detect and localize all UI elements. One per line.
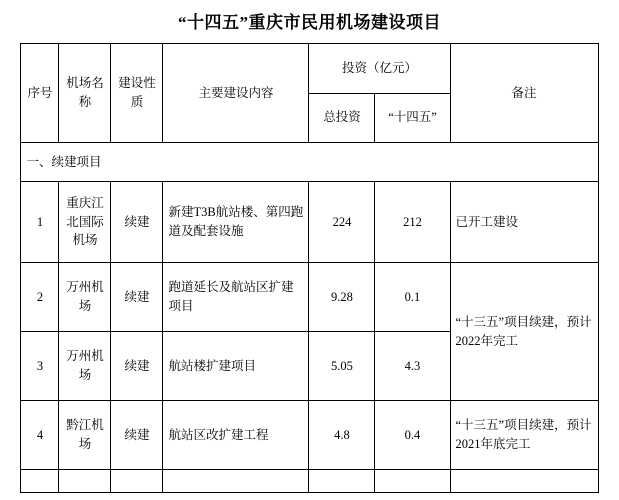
cell-main-content: 航站楼扩建项目 bbox=[163, 332, 309, 401]
cell-fourteenth-five: 0.1 bbox=[375, 263, 450, 332]
header-airport-name: 机场名称 bbox=[59, 44, 111, 143]
cell-main-content bbox=[163, 470, 309, 493]
cell-seq: 1 bbox=[21, 182, 59, 263]
cell-remarks bbox=[450, 470, 598, 493]
cell-construction-type: 续建 bbox=[111, 263, 163, 332]
cell-main-content: 新建T3B航站楼、第四跑道及配套设施 bbox=[163, 182, 309, 263]
header-seq: 序号 bbox=[21, 44, 59, 143]
header-investment-group: 投资（亿元） bbox=[309, 44, 450, 94]
header-remarks: 备注 bbox=[450, 44, 598, 143]
cell-airport-name bbox=[59, 470, 111, 493]
header-construction-type: 建设性质 bbox=[111, 44, 163, 143]
cell-construction-type: 续建 bbox=[111, 332, 163, 401]
cell-construction-type bbox=[111, 470, 163, 493]
cell-total-investment: 224 bbox=[309, 182, 375, 263]
cell-fourteenth-five: 0.4 bbox=[375, 401, 450, 470]
airport-projects-table bbox=[20, 43, 598, 493]
table-row-partial bbox=[21, 470, 598, 493]
cell-fourteenth-five bbox=[375, 470, 450, 493]
cell-remarks: 已开工建设 bbox=[450, 182, 598, 263]
cell-total-investment: 9.28 bbox=[309, 263, 375, 332]
cell-total-investment bbox=[309, 470, 375, 493]
cell-total-investment: 5.05 bbox=[309, 332, 375, 401]
table-row bbox=[21, 401, 598, 470]
table-row bbox=[21, 182, 598, 263]
cell-airport-name: 万州机场 bbox=[59, 263, 111, 332]
section-header-row bbox=[21, 143, 598, 182]
header-total-investment: 总投资 bbox=[309, 93, 375, 143]
table-row bbox=[21, 263, 598, 332]
header-fourteenth-five: “十四五” bbox=[375, 93, 450, 143]
section-label-continued-projects: 一、续建项目 bbox=[21, 143, 598, 182]
cell-seq: 3 bbox=[21, 332, 59, 401]
cell-remarks: “十三五”项目续建，预计2022年完工 bbox=[450, 263, 598, 401]
cell-seq: 2 bbox=[21, 263, 59, 332]
cell-airport-name: 万州机场 bbox=[59, 332, 111, 401]
cell-seq: 4 bbox=[21, 401, 59, 470]
page-title: “十四五”重庆市民用机场建设项目 bbox=[178, 13, 441, 32]
cell-seq bbox=[21, 470, 59, 493]
cell-fourteenth-five: 212 bbox=[375, 182, 450, 263]
cell-construction-type: 续建 bbox=[111, 182, 163, 263]
cell-main-content: 跑道延长及航站区扩建项目 bbox=[163, 263, 309, 332]
cell-fourteenth-five: 4.3 bbox=[375, 332, 450, 401]
cell-airport-name: 重庆江北国际机场 bbox=[59, 182, 111, 263]
cell-remarks: “十三五”项目续建，预计2021年底完工 bbox=[450, 401, 598, 470]
cell-main-content: 航站区改扩建工程 bbox=[163, 401, 309, 470]
cell-airport-name: 黔江机场 bbox=[59, 401, 111, 470]
cell-total-investment: 4.8 bbox=[309, 401, 375, 470]
header-main-content: 主要建设内容 bbox=[163, 44, 309, 143]
table-header-row-1 bbox=[21, 44, 598, 94]
cell-construction-type: 续建 bbox=[111, 401, 163, 470]
